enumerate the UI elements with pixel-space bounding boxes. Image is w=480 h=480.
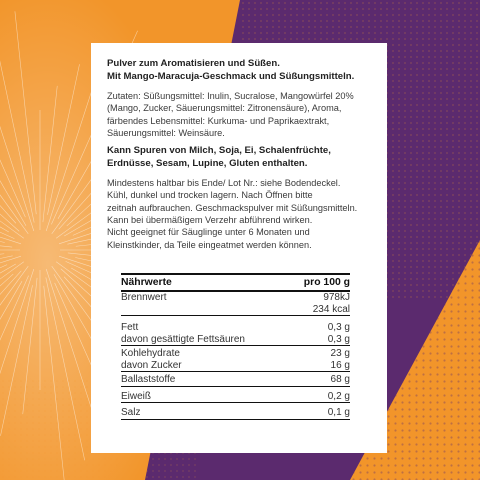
nutrition-table [121, 273, 350, 420]
note-line: Mindestens haltbar bis Ende/ Lot Nr.: siehe Bodendeckel. [107, 178, 341, 189]
ingredients-text: Zutaten: Süßungsmittel: Inulin, Sucralose, Mangowürfel 20% (Mango, Zucker, Säuerungsmittel: Zitronensäure), Aroma, färbendes Lebensmittel: Kurkuma- und Paprikaextrakt, Säuerungsmittel: Weinsäure. [107, 91, 354, 138]
row-label: davon Zucker [121, 359, 182, 371]
table-row [121, 334, 350, 347]
note-line: Kleinstkinder, da Teile eingeatmet werden können. [107, 239, 312, 250]
note-line: Kann bei übermäßigem Verzehr abführend wirken. [107, 215, 313, 226]
table-row [121, 322, 350, 334]
table-row [121, 360, 350, 373]
row-label: Salz [121, 407, 141, 418]
energy-kj: 978kJ [323, 292, 350, 303]
note-line: zeitnah aufbrauchen. Geschmackspulver mit Süßungsmitteln. [107, 202, 358, 213]
nutrition-header [121, 273, 350, 292]
row-label: davon gesättigte Fettsäuren [121, 333, 245, 345]
table-row [121, 407, 350, 420]
row-value: 68 g [330, 374, 350, 385]
energy-kcal: 234 kcal [312, 303, 350, 315]
nutrition-header-label: Nährwerte [121, 277, 172, 288]
energy-row [121, 292, 350, 304]
table-row [121, 348, 350, 360]
heading-line-1: Pulver zum Aromatisieren und Süßen. [107, 58, 280, 69]
notes-block [107, 177, 373, 251]
row-label: Eiweiß [121, 390, 152, 402]
row-label: Fett [121, 322, 139, 333]
heading-line-2: Mit Mango-Maracuja-Geschmack und Süßungsmitteln. [107, 70, 355, 82]
allergen-text: Kann Spuren von Milch, Soja, Ei, Schalenfrüchte, Erdnüsse, Sesam, Lupine, Gluten enthalten. [107, 145, 331, 169]
row-value: 23 g [330, 348, 350, 359]
row-value: 0,2 g [327, 390, 350, 402]
row-value: 0,3 g [327, 333, 350, 345]
energy-label: Brennwert [121, 292, 167, 303]
row-label: Kohlehydrate [121, 348, 180, 359]
row-label: Ballaststoffe [121, 374, 176, 385]
energy-kcal-row [121, 304, 350, 317]
note-line: Kühl, dunkel und trocken lagern. Nach Öffnen bitte [107, 190, 313, 201]
table-row [121, 391, 350, 404]
row-value: 0,1 g [327, 407, 350, 418]
row-value: 0,3 g [327, 322, 350, 333]
row-value: 16 g [330, 359, 350, 371]
note-line: Nicht geeignet für Säuglinge unter 6 Monaten und [107, 227, 310, 238]
nutrition-header-value: pro 100 g [303, 277, 350, 288]
table-row [121, 374, 350, 387]
